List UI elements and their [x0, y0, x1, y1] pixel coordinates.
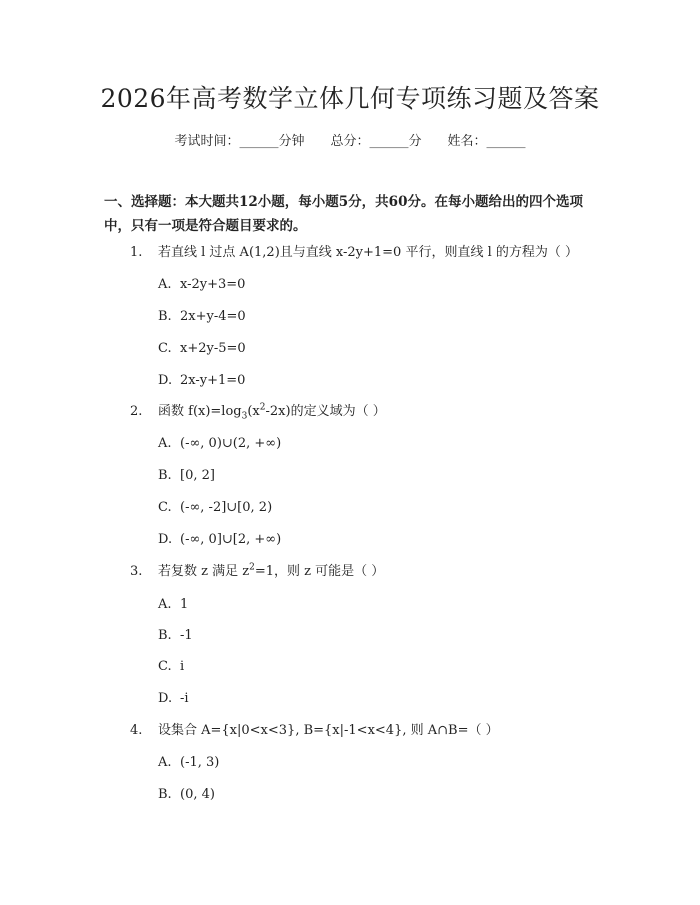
- option-letter: C.: [158, 341, 172, 356]
- option-2a: [158, 435, 558, 453]
- section-heading: 一、选择题：本大题共12小题，每小题5分，共60分。在每小题给出的四个选项中，只有一项是符合题目要求的。: [104, 194, 583, 234]
- score-label: 总分：: [330, 134, 370, 149]
- exam-meta: [0, 133, 700, 151]
- option-letter: B.: [158, 309, 172, 324]
- option-4b: [158, 786, 558, 804]
- question-number: 1.: [130, 245, 143, 260]
- option-letter: B.: [158, 787, 172, 802]
- option-text: (-∞, 0]∪[2, +∞): [180, 532, 282, 547]
- option-text: x-2y+3=0: [180, 277, 246, 292]
- score-blank: ______: [369, 134, 409, 149]
- option-text: i: [180, 659, 185, 674]
- option-letter: A.: [158, 597, 172, 612]
- option-letter: D.: [158, 532, 173, 547]
- question-text: 若直线 l 过点 A(1,2)且与直线 x-2y+1=0 平行，则直线 l 的方程为（ ）: [158, 245, 579, 260]
- option-text: (0, 4): [180, 787, 215, 802]
- option-text: -i: [180, 691, 189, 706]
- option-3d: [158, 690, 558, 708]
- question-1: [130, 244, 600, 262]
- page-title: 2026年高考数学立体几何专项练习题及答案: [100, 84, 600, 113]
- option-text: x+2y-5=0: [180, 341, 246, 356]
- question-number: 2.: [130, 404, 143, 419]
- option-4a: [158, 754, 558, 772]
- option-2b: [158, 467, 558, 485]
- option-text: 2x+y-4=0: [180, 309, 246, 324]
- question-3: [130, 563, 600, 581]
- question-number: 3.: [130, 564, 143, 579]
- option-text: 1: [180, 597, 189, 612]
- option-2c: [158, 499, 558, 517]
- name-blank: ______: [486, 134, 526, 149]
- time-label: 考试时间：: [174, 134, 240, 149]
- option-text: 2x-y+1=0: [180, 373, 246, 388]
- option-text: (-∞, 0)∪(2, +∞): [180, 436, 282, 451]
- option-text: (-1, 3): [180, 755, 220, 770]
- time-unit: 分钟: [278, 134, 305, 149]
- option-letter: C.: [158, 500, 172, 515]
- question-text: 函数 $f(x)=\log_3(x^2-2x)$的定义域为（ ）: [158, 402, 386, 422]
- option-text: [0, 2]: [180, 468, 215, 483]
- option-1a: [158, 276, 558, 294]
- option-1b: [158, 308, 558, 326]
- option-1d: [158, 372, 558, 390]
- option-letter: C.: [158, 659, 172, 674]
- option-text: -1: [180, 628, 193, 643]
- option-letter: B.: [158, 468, 172, 483]
- option-letter: D.: [158, 373, 173, 388]
- option-3b: [158, 627, 558, 645]
- question-number: 4.: [130, 723, 143, 738]
- name-label: 姓名：: [447, 134, 487, 149]
- option-letter: A.: [158, 755, 172, 770]
- question-text: 若复数 z 满足 $z^2=1$，则 z 可能是（ ）: [158, 562, 385, 579]
- time-blank: ______: [239, 134, 279, 149]
- option-letter: D.: [158, 691, 173, 706]
- option-letter: A.: [158, 436, 172, 451]
- question-2: [130, 403, 600, 421]
- option-1c: [158, 340, 558, 358]
- question-4: [130, 722, 600, 740]
- option-2d: [158, 531, 558, 549]
- option-3c: [158, 658, 558, 676]
- question-text: 设集合 A={x|0<x<3}, B={x|-1<x<4}, 则 A∩B=（ ）: [158, 723, 499, 738]
- score-unit: 分: [408, 134, 422, 149]
- option-letter: B.: [158, 628, 172, 643]
- option-3a: [158, 596, 558, 614]
- option-letter: A.: [158, 277, 172, 292]
- option-text: (-∞, -2]∪[0, 2): [180, 500, 273, 515]
